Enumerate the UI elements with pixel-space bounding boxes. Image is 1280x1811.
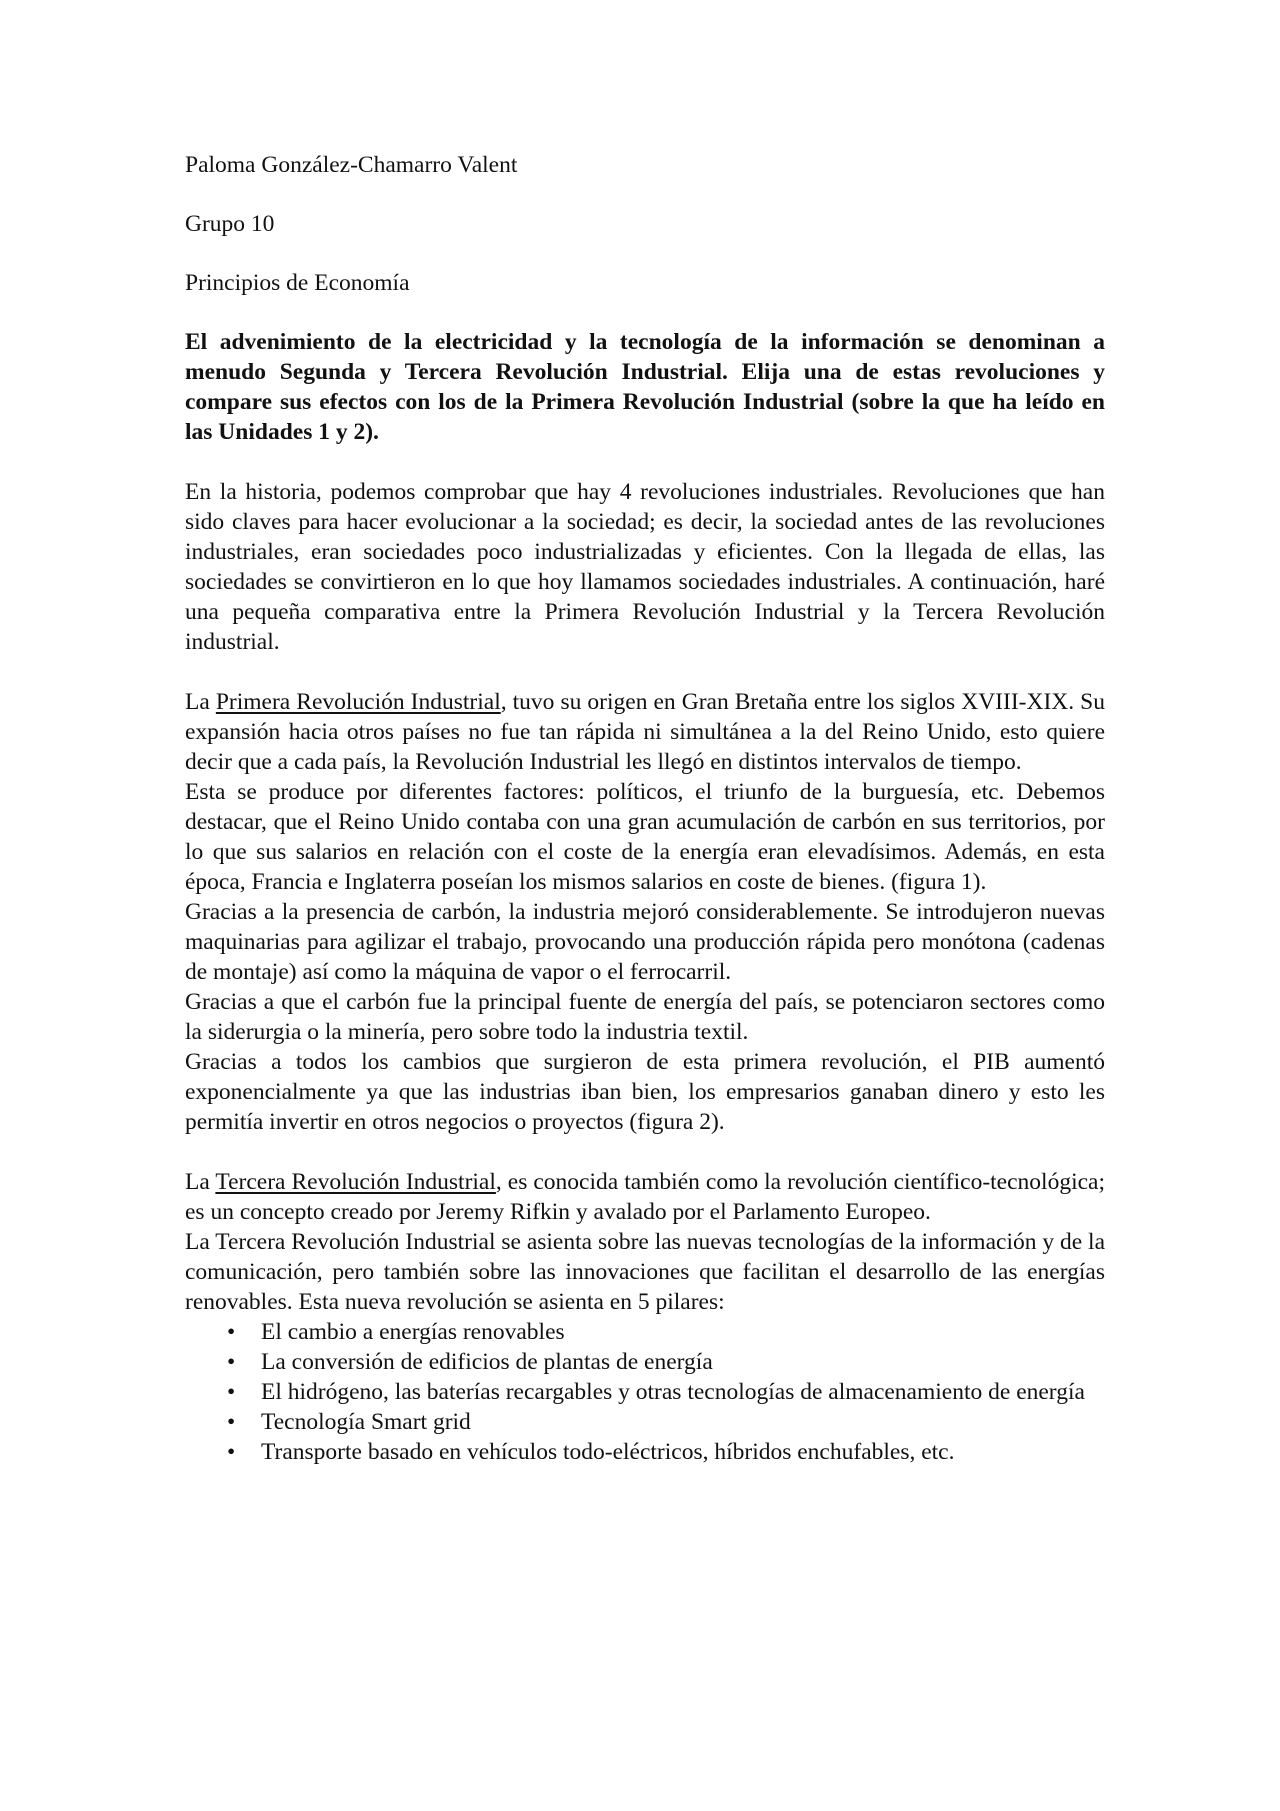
first-lead: La [185, 689, 216, 715]
assignment-prompt: El advenimiento de la electricidad y la tecnología de la información se denominan a menudo Segunda y Tercera Revolución Industrial. Elija una de estas revoluciones y compare sus efectos con los de la Primera Revolución Industrial (sobre la que ha leído en las Unidades 1 y 2). [185, 329, 1105, 445]
first-revolution-paragraph [185, 687, 1105, 777]
third-rest: , es conocida también como la revolución científico-tecnológica; es un concepto creado por Jeremy Rifkin y avalado por el Parlamento Europeo. [185, 1169, 1105, 1225]
third-revolution-term: Tercera Revolución Industrial [215, 1169, 496, 1195]
document-page [185, 150, 1105, 1467]
list-item: • El cambio a energías renovables [227, 1319, 565, 1345]
course-name: Principios de Economía [185, 270, 410, 296]
bullet: • [227, 1349, 236, 1375]
author-name: Paloma González-Chamarro Valent [185, 152, 518, 178]
first-sectors-paragraph: Gracias a que el carbón fue la principal fuente de energía del país, se potenciaron sectores como la siderurgia o la minería, pero sobre todo la industria textil. [185, 989, 1105, 1045]
first-pib-paragraph: Gracias a todos los cambios que surgieron de esta primera revolución, el PIB aumentó exponencialmente ya que las industrias iban bien, los empresarios ganaban dinero y esto les permitía invertir en otros negocios o proyectos (figura 2). [185, 1049, 1105, 1135]
list-item: • Tecnología Smart grid [227, 1409, 471, 1435]
first-factors-paragraph: Esta se produce por diferentes factores: políticos, el triunfo de la burguesía, etc. Debemos destacar, que el Reino Unido contaba con una gran acumulación de carbón en sus territorios, por lo que sus salarios en relación con el coste de la energía eran elevadísimos. Además, en esta época, Francia e Inglaterra poseían los mismos salarios en coste de bienes. (figura 1). [185, 779, 1105, 895]
list-item: • La conversión de edificios de plantas de energía [227, 1349, 713, 1375]
bullet: • [227, 1379, 236, 1405]
third-basis-paragraph: La Tercera Revolución Industrial se asienta sobre las nuevas tecnologías de la información y de la comunicación, pero también sobre las innovaciones que facilitan el desarrollo de las energías renovables. Esta nueva revolución se asienta en 5 pilares: [185, 1229, 1105, 1315]
first-industry-paragraph: Gracias a la presencia de carbón, la industria mejoró considerablemente. Se introdujeron nuevas maquinarias para agilizar el trabajo, provocando una producción rápida pero monótona (cadenas de montaje) así como la máquina de vapor o el ferrocarril. [185, 899, 1105, 985]
bullet: • [227, 1409, 236, 1435]
list-item: • El hidrógeno, las baterías recargables y otras tecnologías de almacenamiento de energía [227, 1379, 1085, 1405]
third-lead: La [185, 1169, 216, 1195]
first-revolution-term: Primera Revolución Industrial [215, 689, 501, 715]
third-revolution-paragraph [185, 1167, 1105, 1227]
intro-paragraph: En la historia, podemos comprobar que hay 4 revoluciones industriales. Revoluciones que han sido claves para hacer evolucionar a la sociedad; es decir, la sociedad antes de las revoluciones industriales, eran sociedades poco industrializadas y eficientes. Con la llegada de ellas, las sociedades se convirtieron en lo que hoy llamamos sociedades industriales. A continuación, haré una pequeña comparativa entre la Primera Revolución Industrial y la Tercera Revolución industrial. [185, 479, 1105, 655]
group-number: Grupo 10 [185, 211, 275, 237]
pillars-list [185, 1317, 1105, 1467]
bullet: • [227, 1439, 236, 1465]
first-rest: , tuvo su origen en Gran Bretaña entre los siglos XVIII-XIX. Su expansión hacia otros países no fue tan rápida ni simultánea a la del Reino Unido, esto quiere decir que a cada país, la Revolución Industrial les llegó en distintos intervalos de tiempo. [185, 689, 1105, 775]
bullet: • [227, 1319, 236, 1345]
list-item: • Transporte basado en vehículos todo-eléctricos, híbridos enchufables, etc. [227, 1439, 955, 1465]
